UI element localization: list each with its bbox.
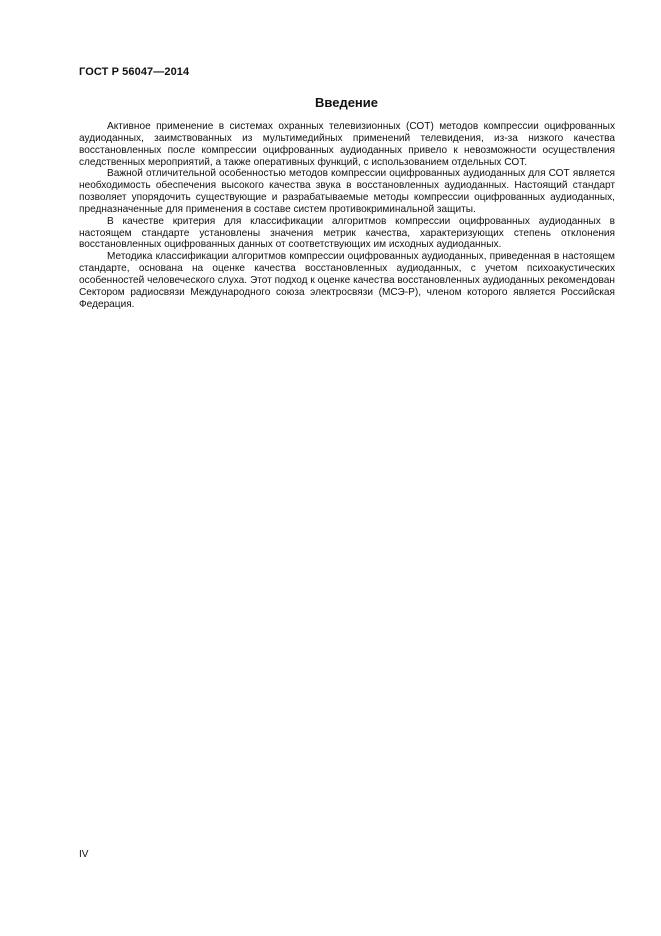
paragraph: Активное применение в системах охранных телевизионных (СОТ) методов компрессии оцифрованных аудиоданных, заимствованных из мультимедийных применений телевидения, из-за низкого качества восстановленных после компрессии оцифрованных аудиоданных привело к невозможности осуществления следственных мероприятий, а также оперативных функций, с использованием отдельных СОТ. (79, 121, 615, 168)
standard-designation: ГОСТ Р 56047—2014 (79, 66, 190, 78)
section-title: Введение (315, 95, 378, 110)
paragraph: Важной отличительной особенностью методов компрессии оцифрованных аудиоданных для СОТ является необходимость обеспечения высокого качества звука в восстановленных аудиоданных. Настоящий стандарт позволяет упорядочить существующие и разрабатываемые методы компрессии оцифрованных аудиоданных, предназначенные для применения в составе систем противокриминальной защиты. (79, 168, 615, 215)
introduction-body (79, 121, 615, 311)
paragraph: Методика классификации алгоритмов компрессии оцифрованных аудиоданных, приведенная в настоящем стандарте, основана на оценке качества восстановленных аудиоданных, с учетом психоакустических особенностей человеческого слуха. Этот подход к оценке качества восстановленных аудиоданных рекомендован Сектором радиосвязи Международного союза электросвязи (МСЭ-Р), членом которого является Российская Федерация. (79, 251, 615, 310)
paragraph: В качестве критерия для классификации алгоритмов компрессии оцифрованных аудиоданных в настоящем стандарте установлены значения метрик качества, характеризующих степень отклонения восстановленных оцифрованных данных от соответствующих им исходных аудиоданных. (79, 215, 615, 251)
page-number: IV (79, 849, 89, 860)
